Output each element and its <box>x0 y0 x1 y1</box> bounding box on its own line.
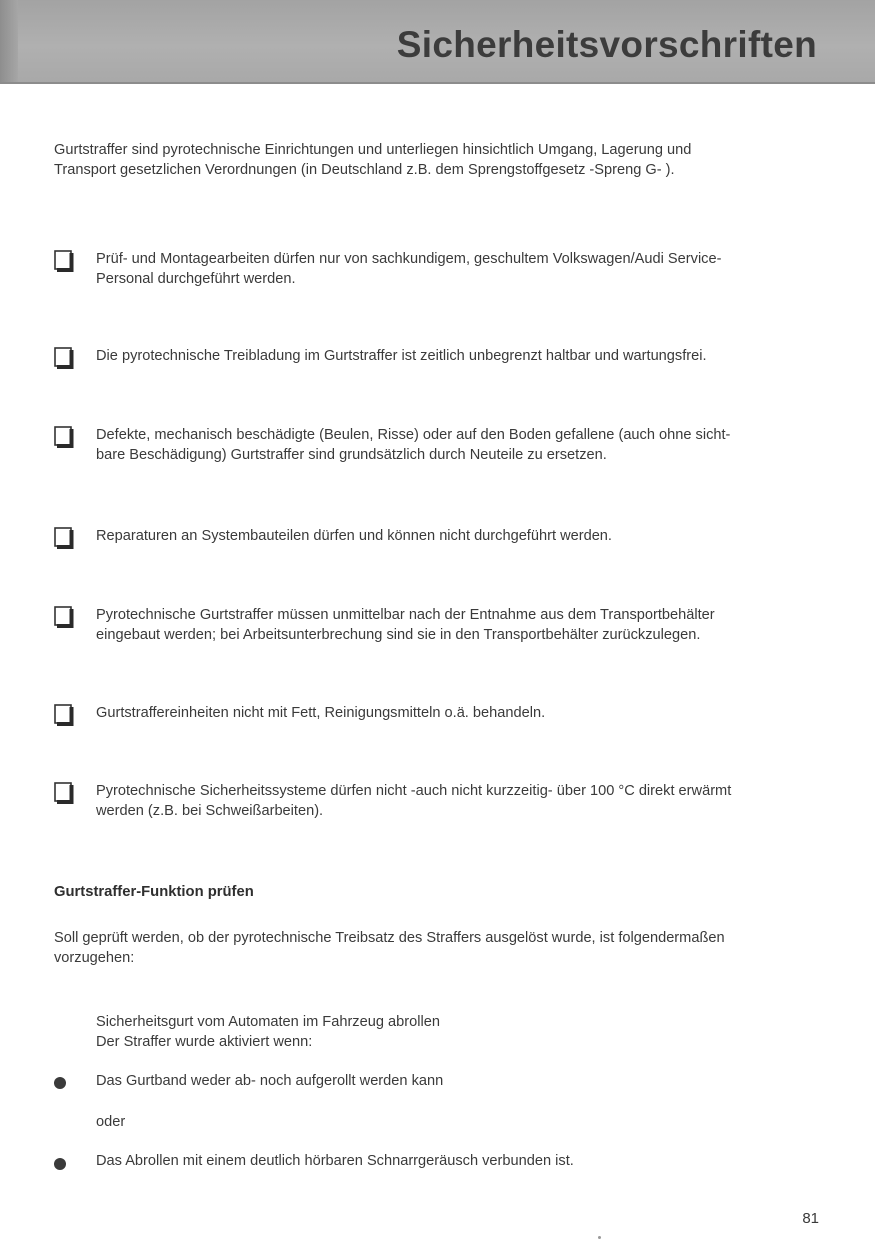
checkbox-icon <box>54 704 74 727</box>
checkbox-icon <box>54 347 74 370</box>
checklist-line-1: Reparaturen an Systembauteilen dürfen und können nicht durchgeführt werden. <box>96 528 612 544</box>
section-line-1: Soll geprüft werden, ob der pyrotechnische Treibsatz des Straffers ausgelöst wurde, ist folgendermaßen <box>54 930 725 946</box>
intro-line-1: Gurtstraffer sind pyrotechnische Einrichtungen und unterliegen hinsichtlich Umgang, Lagerung und <box>54 142 692 158</box>
checklist-text <box>96 425 824 465</box>
intro-line-2: Transport gesetzlichen Verordnungen (in Deutschland z.B. dem Sprengstoffgesetz -Spreng G- ). <box>54 162 675 178</box>
checklist-line-1: Prüf- und Montagearbeiten dürfen nur von sachkundigem, geschultem Volkswagen/Audi Service- <box>96 251 722 267</box>
checklist-line-1: Defekte, mechanisch beschädigte (Beulen, Risse) oder auf den Boden gefallene (auch ohne sicht- <box>96 427 731 443</box>
checkbox-icon <box>54 782 74 805</box>
page-number: 81 <box>802 1210 819 1227</box>
checklist-line-1: Pyrotechnische Sicherheitssysteme dürfen nicht -auch nicht kurzzeitig- über 100 °C direkt erwärmt <box>96 783 732 799</box>
step-line: Der Straffer wurde aktiviert wenn: <box>96 1034 313 1050</box>
bullet-icon <box>54 1158 66 1170</box>
checklist-text <box>96 605 824 645</box>
scan-speck <box>598 1236 601 1239</box>
checklist-text <box>96 781 824 821</box>
checkbox-icon <box>54 250 74 273</box>
header-bar <box>0 0 875 84</box>
section-paragraph <box>54 928 824 968</box>
checklist-line-2: werden (z.B. bei Schweißarbeiten). <box>96 803 324 819</box>
checklist-text <box>96 703 824 723</box>
checklist-text <box>96 346 824 366</box>
checkbox-icon <box>54 527 74 550</box>
checklist-line-2: bare Beschädigung) Gurtstraffer sind grundsätzlich durch Neuteile zu ersetzen. <box>96 447 607 463</box>
checklist-line-1: Die pyrotechnische Treibladung im Gurtstraffer ist zeitlich unbegrenzt haltbar und wartungsfrei. <box>96 348 707 364</box>
bullet-item: Das Gurtband weder ab- noch aufgerollt werden kann <box>96 1073 444 1089</box>
checkbox-icon <box>54 606 74 629</box>
checklist-text <box>96 249 824 289</box>
checklist-line-1: Gurtstraffereinheiten nicht mit Fett, Reinigungsmitteln o.ä. behandeln. <box>96 705 546 721</box>
checklist-line-1: Pyrotechnische Gurtstraffer müssen unmittelbar nach der Entnahme aus dem Transportbehälter <box>96 607 715 623</box>
checklist-line-2: eingebaut werden; bei Arbeitsunterbrechung sind sie in den Transportbehälter zurückzulegen. <box>96 627 701 643</box>
section-line-2: vorzugehen: <box>54 950 135 966</box>
section-heading: Gurtstraffer-Funktion prüfen <box>54 884 254 900</box>
checklist-text <box>96 526 824 546</box>
bullet-icon <box>54 1077 66 1089</box>
intro-paragraph <box>54 140 824 180</box>
step-line: Sicherheitsgurt vom Automaten im Fahrzeug abrollen <box>96 1014 440 1030</box>
bullet-item: Das Abrollen mit einem deutlich hörbaren Schnarrgeräusch verbunden ist. <box>96 1153 574 1169</box>
checkbox-icon <box>54 426 74 449</box>
or-text: oder <box>96 1114 126 1130</box>
checklist-line-2: Personal durchgeführt werden. <box>96 271 296 287</box>
page-title: Sicherheitsvorschriften <box>396 24 817 65</box>
